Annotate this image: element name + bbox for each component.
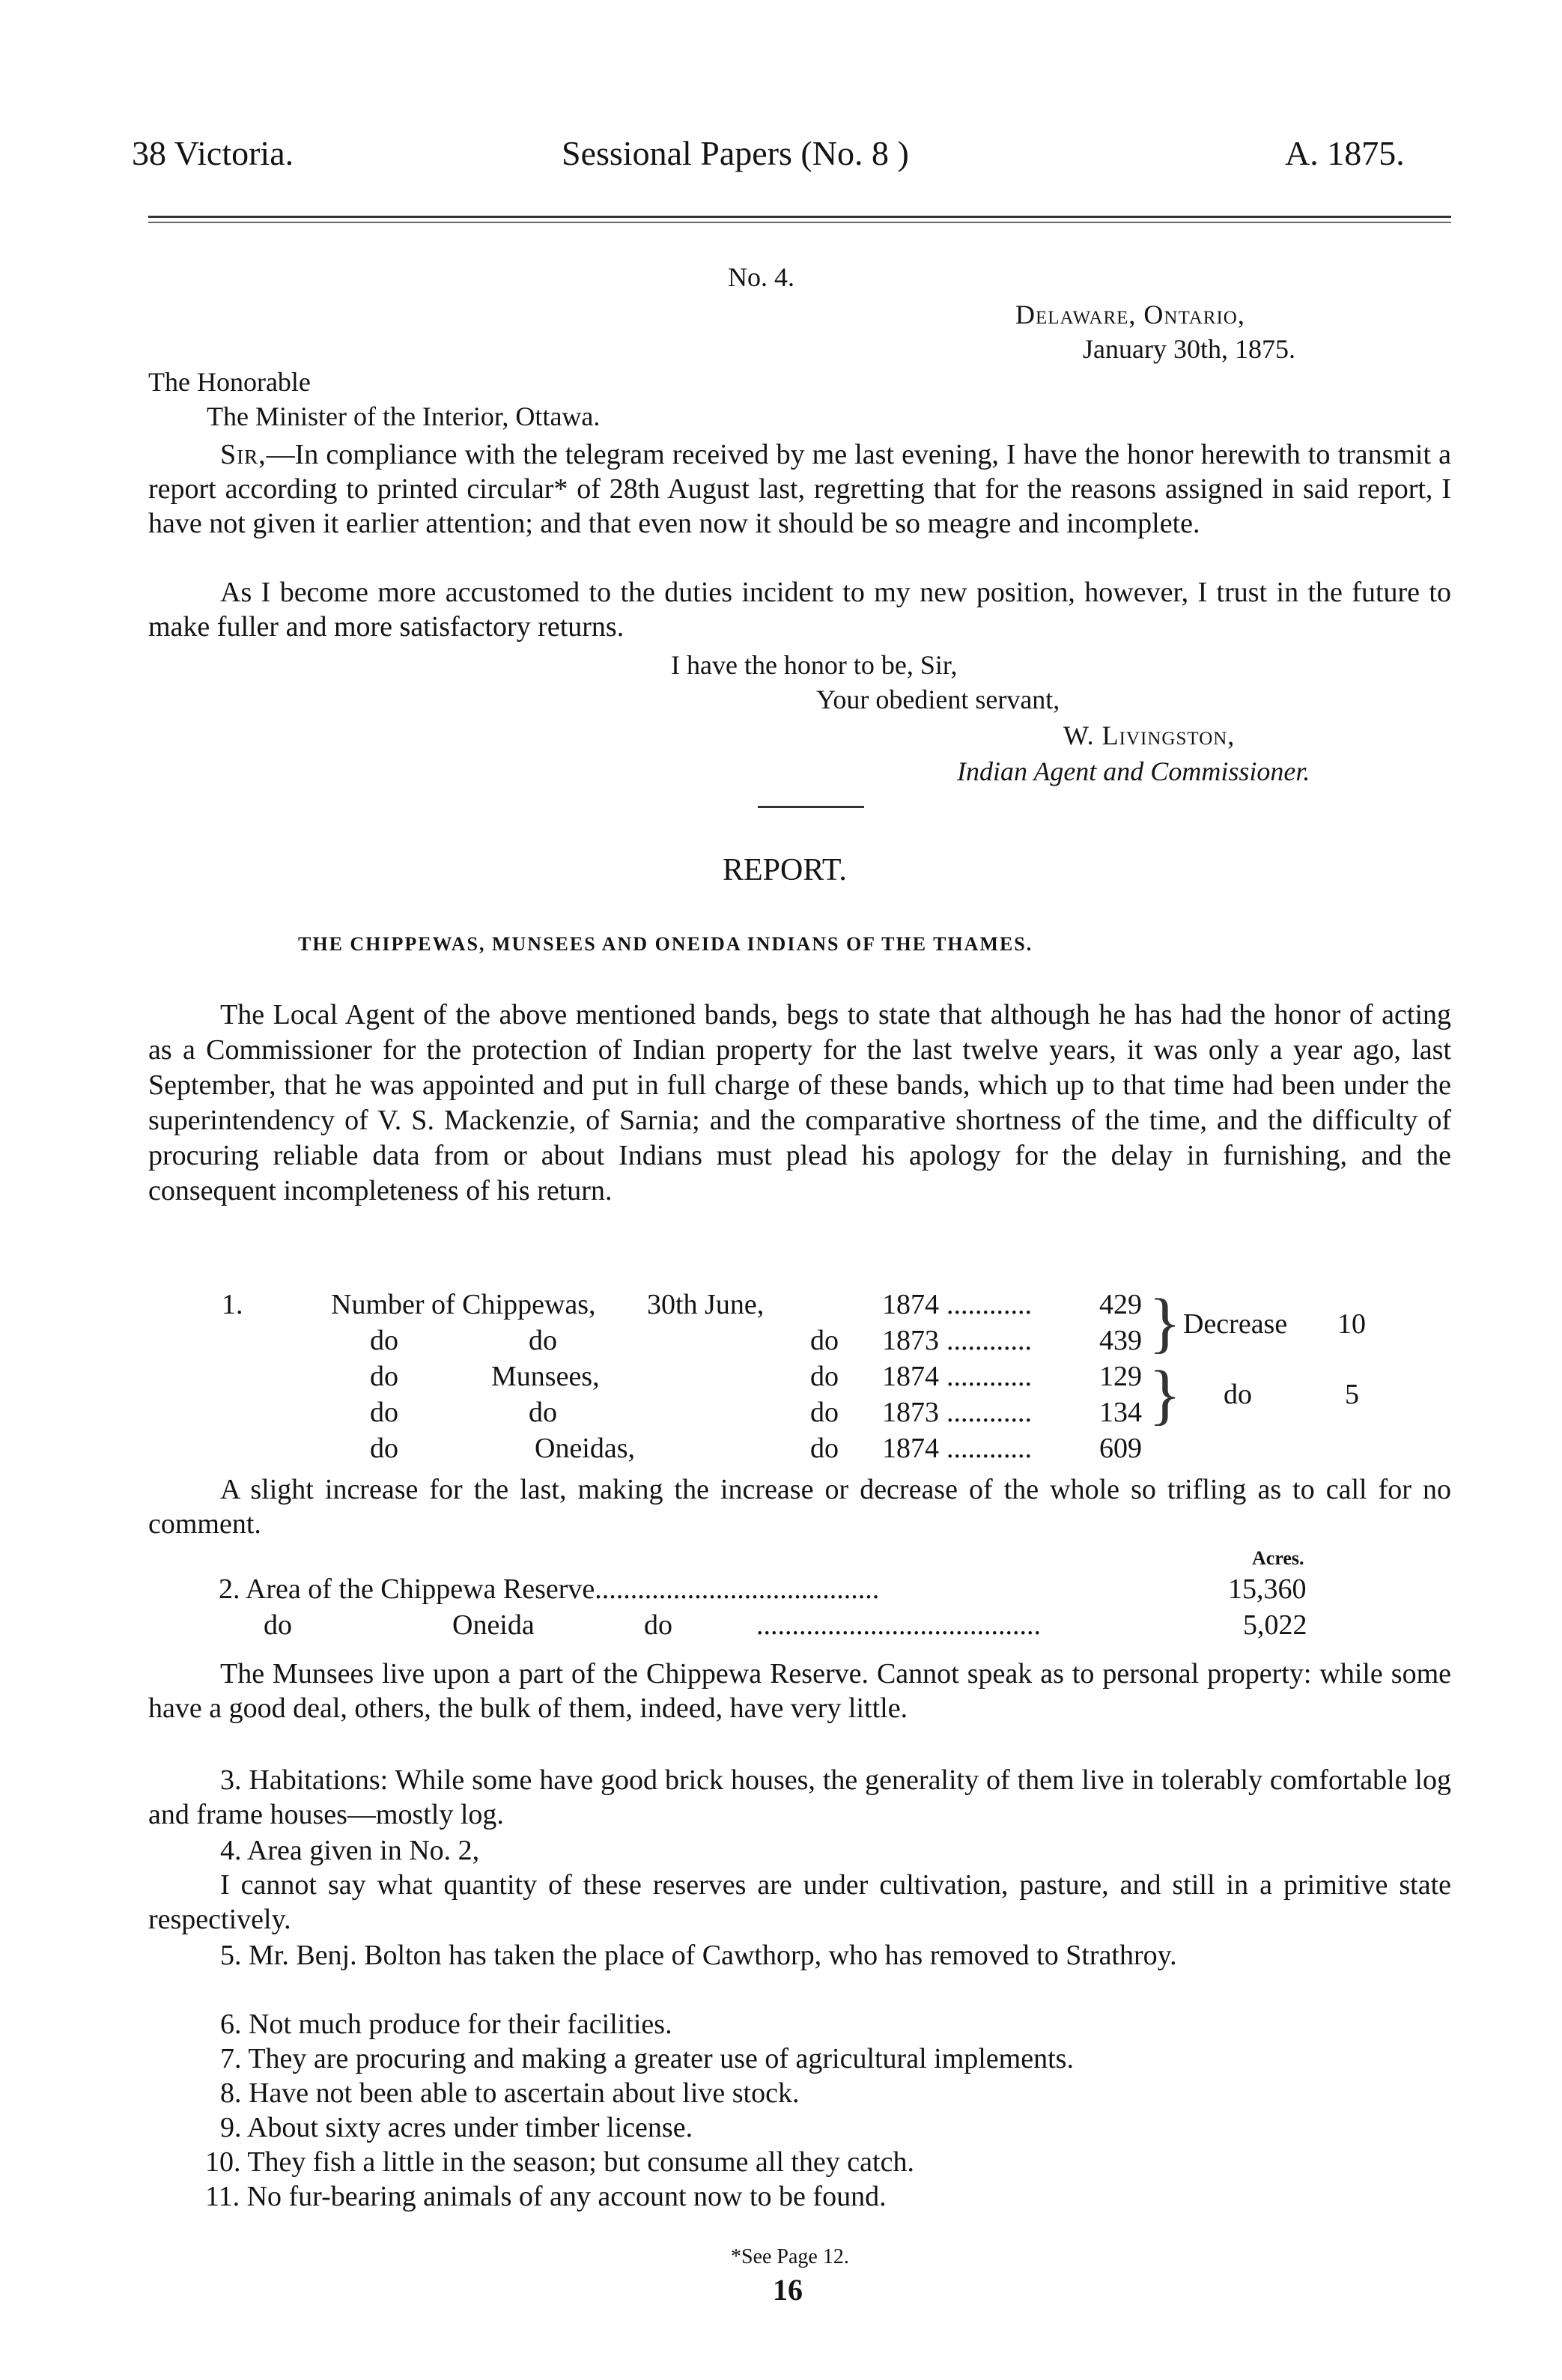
list-item [148, 2007, 1451, 2041]
row-dots: ............ [946, 1289, 1032, 1320]
decrease-label-1: Decrease [1183, 1308, 1288, 1340]
list-item-text: 9. About sixty acres under timber license. [220, 2112, 693, 2143]
area-row-1-value: 15,360 [1228, 1573, 1307, 1605]
munsees-text: The Munsees live upon a part of the Chippewa Reserve. Cannot speak as to personal property: while some have a good deal, others, the bulk of them, indeed, have very little. [148, 1658, 1451, 1724]
increase-note [148, 1472, 1451, 1541]
row-col1b: do [529, 1397, 557, 1428]
row-col1b: do [529, 1325, 557, 1356]
list-item [148, 2041, 1451, 2076]
row-value: 609 [1099, 1433, 1142, 1464]
list-item [148, 2110, 1451, 2145]
area-row-2-do: do [264, 1609, 292, 1641]
header-rule [148, 216, 1451, 218]
page-number: 16 [773, 2273, 803, 2307]
row-value: 439 [1099, 1325, 1142, 1356]
letter-number: No. 4. [728, 262, 794, 292]
row-value: 429 [1099, 1289, 1142, 1320]
header-left: 38 Victoria. [132, 134, 294, 172]
row-year: 1874 [882, 1361, 939, 1392]
row-col2: do [810, 1325, 839, 1356]
list-item [148, 1868, 1451, 1937]
row-year: 1873 [882, 1397, 939, 1428]
row-col1: do [370, 1361, 398, 1392]
signature-title: Indian Agent and Commissioner. [957, 756, 1310, 786]
area-row-2-dots: ........................................ [756, 1609, 1041, 1641]
letter-date: January 30th, 1875. [1083, 334, 1295, 364]
row-year: 1874 [882, 1289, 939, 1320]
decrease-value-2: 5 [1345, 1379, 1359, 1410]
signature: W. Livingston, [1063, 720, 1236, 750]
area-row-1-label [219, 1573, 879, 1606]
row-col1b: Oneidas, [535, 1433, 636, 1464]
header-rule-thin [148, 222, 1451, 223]
row-col1: do [370, 1397, 398, 1428]
list-item-text: 5. Mr. Benj. Bolton has taken the place of Cawthorp, who has removed to Strathroy. [220, 1940, 1177, 1971]
row-col2: do [810, 1397, 839, 1428]
area-row-2-value: 5,022 [1243, 1609, 1307, 1641]
row-col2: 30th June, [647, 1289, 765, 1320]
list-item-text: 4. Area given in No. 2, [220, 1835, 480, 1866]
row-dots: ............ [946, 1397, 1032, 1428]
population-item-number: 1. [222, 1289, 243, 1320]
list-item-text: 10. They fish a little in the season; but consume all they catch. [205, 2146, 914, 2178]
letter-body-paragraph-2 [148, 575, 1451, 644]
row-col1: do [370, 1325, 398, 1356]
addressee-line2: The Minister of the Interior, Ottawa. [207, 401, 601, 431]
row-dots: ............ [946, 1433, 1032, 1464]
row-year: 1873 [882, 1325, 939, 1356]
increase-note-text: A slight increase for the last, making the increase or decrease of the whole so trifling as to call for no comment. [148, 1474, 1451, 1540]
row-dots: ............ [946, 1361, 1032, 1392]
closing-line-1: I have the honor to be, Sir, [671, 650, 958, 680]
letter-body-text-1: —In compliance with the telegram received by me last evening, I have the honor herewith to transmit a report according to printed circular* of 28th August last, regretting that for the reasons assigned in said report, I have not given it earlier attention; and that even now it should be so meagre and incomplete. [148, 439, 1451, 539]
table-row [148, 1430, 1451, 1466]
row-col1: Number of Chippewas, [331, 1289, 596, 1320]
table-row [148, 1394, 1451, 1430]
list-item-text: I cannot say what quantity of these reserves are under cultivation, pasture, and still in a primitive state respectively. [148, 1869, 1451, 1935]
addressee-line1: The Honorable [148, 367, 311, 397]
munsees-paragraph [148, 1657, 1451, 1725]
list-item [148, 1763, 1451, 1832]
report-subtitle: THE CHIPPEWAS, MUNSEES AND ONEIDA INDIANS OF THE THAMES. [298, 933, 1033, 955]
list-item [148, 2076, 1451, 2110]
row-col1: do [370, 1433, 398, 1464]
row-col2: do [810, 1433, 839, 1464]
footnote: *See Page 12. [731, 2245, 849, 2268]
separator-rule [758, 806, 864, 808]
table-row [148, 1359, 1451, 1394]
letter-place: Delaware, Ontario, [1015, 300, 1245, 330]
brace-1: } [1149, 1286, 1182, 1360]
salutation: Sir, [220, 439, 267, 470]
letter-body-paragraph-1 [148, 437, 1451, 541]
row-col1b: Munsees, [491, 1361, 600, 1392]
row-year: 1874 [882, 1433, 939, 1464]
row-dots: ............ [946, 1325, 1032, 1356]
area-unit-label: Acres. [1252, 1547, 1304, 1569]
closing-line-2: Your obedient servant, [816, 684, 1060, 714]
population-table [148, 1287, 1451, 1466]
header-right: A. 1875. [1285, 134, 1405, 172]
header-center: Sessional Papers (No. 8 ) [562, 134, 909, 172]
area-row-2-label: Oneida [452, 1609, 535, 1641]
list-item [148, 2179, 1451, 2214]
brace-2: } [1149, 1358, 1182, 1432]
list-item-text: 6. Not much produce for their facilities. [220, 2009, 672, 2040]
list-item [148, 1938, 1451, 1973]
list-item-text: 11. No fur-bearing animals of any account now to be found. [205, 2181, 887, 2212]
list-item-text: 3. Habitations: While some have good brick houses, the generality of them live in tolerably comfortable log and frame houses—mostly log. [148, 1764, 1451, 1830]
area-row-1-dots: ........................................ [595, 1573, 880, 1605]
list-item-text: 8. Have not been able to ascertain about live stock. [220, 2077, 800, 2109]
report-intro [148, 998, 1451, 1209]
area-row-2-do2: do [644, 1609, 672, 1641]
letter-body-text-2: As I become more accustomed to the duties incident to my new position, however, I trust in the future to make fuller and more satisfactory returns. [148, 577, 1451, 643]
row-value: 134 [1099, 1397, 1142, 1428]
row-col2: do [810, 1361, 839, 1392]
area-row-1-text: 2. Area of the Chippewa Reserve [219, 1573, 595, 1605]
list-item [148, 1833, 1451, 1868]
decrease-value-1: 10 [1337, 1308, 1366, 1340]
decrease-label-2: do [1224, 1379, 1252, 1410]
report-title: REPORT. [723, 853, 847, 887]
list-item-text: 7. They are procuring and making a greater use of agricultural implements. [220, 2043, 1074, 2074]
report-intro-text: The Local Agent of the above mentioned bands, begs to state that although he has had the honor of acting as a Commissioner for the protection of Indian property for the last twelve years, it was only a year ago, last September, that he was appointed and put in full charge of these bands, which up to that time had been under the superintendency of V. S. Mackenzie, of Sarnia; and the comparative shortness of the time, and the difficulty of procuring reliable data from or about Indians must plead his apology for the delay in furnishing, and the consequent incompleteness of his return. [148, 999, 1451, 1206]
list-item [148, 2145, 1451, 2179]
row-value: 129 [1099, 1361, 1142, 1392]
